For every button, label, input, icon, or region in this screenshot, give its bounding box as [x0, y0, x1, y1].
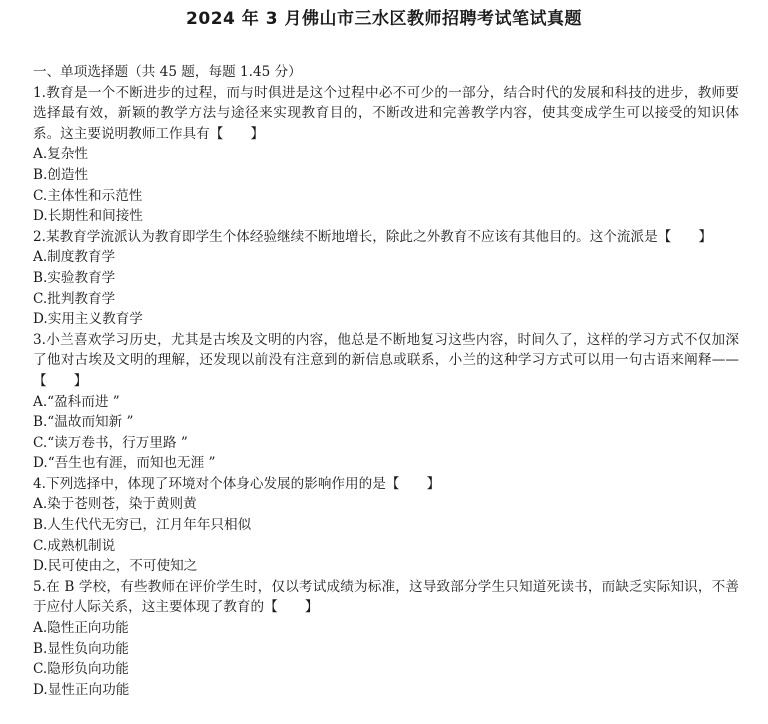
- option-c: C.隐形负向功能: [33, 661, 129, 678]
- option-d: D.实用主义教育学: [33, 311, 143, 328]
- question-1: [33, 83, 739, 227]
- option-c: C.“读万卷书，行万里路 ”: [33, 434, 188, 451]
- question-stem: 3.小兰喜欢学习历史，尤其是古埃及文明的内容，他总是不断地复习这些内容，时间久了，这样的学习方式不仅加深了他对古埃及文明的理解，还发现以前没有注意到的新信息或联系，小兰的这种学习方式可以用一句古语来阐释——【 】: [33, 331, 739, 389]
- document-title: 2024 年 3 月佛山市三水区教师招聘考试笔试真题: [186, 9, 582, 29]
- option-b: B.实验教育学: [33, 269, 116, 286]
- option-c: C.主体性和示范性: [33, 187, 143, 204]
- option-b: B.“温故而知新 ”: [33, 414, 134, 431]
- option-d: D.显性正向功能: [33, 681, 130, 698]
- option-a: A.染于苍则苍，染于黄则黄: [33, 496, 197, 513]
- option-d: D.“吾生也有涯，而知也无涯 ”: [33, 455, 216, 472]
- option-a: A.“盈科而进 ”: [33, 393, 120, 410]
- option-c: C.成熟机制说: [33, 537, 116, 554]
- option-b: B.创造性: [33, 166, 89, 183]
- question-stem: 4.下列选择中，体现了环境对个体身心发展的影响作用的是【 】: [33, 475, 441, 492]
- option-c: C.批判教育学: [33, 290, 116, 307]
- question-2: [33, 227, 739, 330]
- section-heading: 一、单项选择题（共 45 题，每题 1.45 分）: [33, 64, 302, 80]
- exam-content: [33, 62, 739, 700]
- option-b: B.人生代代无穷已，江月年年只相似: [33, 517, 252, 534]
- question-stem: 1.教育是一个不断进步的过程，而与时俱进是这个过程中必不可少的一部分，结合时代的发展和科技的进步，教师要选择最有效，新颖的教学方法与途径来实现教育目的，不断改进和完善教学内容，使其变成学生可以接受的知识体系。这主要说明教师工作具有【 】: [33, 84, 739, 142]
- question-stem: 5.在 B 学校，有些教师在评价学生时，仅以考试成绩为标准，这导致部分学生只知道死读书，而缺乏实际知识，不善于应付人际关系，这主要体现了教育的【 】: [33, 578, 739, 616]
- question-4: [33, 474, 739, 577]
- option-d: D.长期性和间接性: [33, 208, 143, 225]
- option-a: A.隐性正向功能: [33, 620, 129, 637]
- question-3: [33, 330, 739, 474]
- option-a: A.制度教育学: [33, 249, 116, 266]
- option-a: A.复杂性: [33, 146, 88, 163]
- option-d: D.民可使由之，不可使知之: [33, 558, 198, 575]
- option-b: B.显性负向功能: [33, 640, 129, 657]
- question-stem: 2.某教育学流派认为教育即学生个体经验继续不断地增长，除此之外教育不应该有其他目的。这个流派是【 】: [33, 228, 713, 245]
- question-5: [33, 577, 739, 701]
